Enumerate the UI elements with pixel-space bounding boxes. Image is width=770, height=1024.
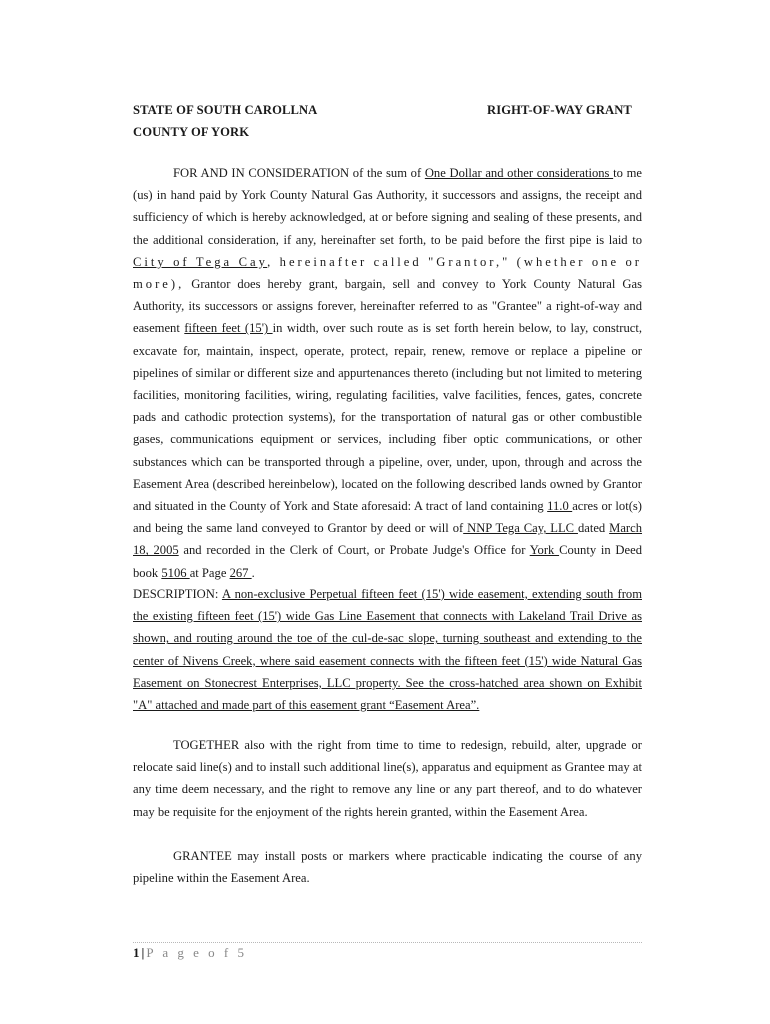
page-footer xyxy=(133,945,247,961)
consideration-text-4: Grantor does hereby grant, bargain, sell and convey to York County Natural Gas Authority, its successors or assigns forever, hereinafter referred to as "Grantee" a right-of-way and easement xyxy=(133,277,642,336)
consideration-text-10: at Page xyxy=(189,565,230,580)
consideration-sum: One Dollar and other considerations xyxy=(424,166,614,180)
document-title: RIGHT-OF-WAY GRANT xyxy=(487,103,632,117)
footer-separator: | xyxy=(141,945,145,960)
deed-book: 5106 xyxy=(161,565,190,580)
consideration-paragraph xyxy=(133,162,642,584)
deed-from: NNP Tega Cay, LLC xyxy=(463,521,578,536)
consideration-text-7: dated xyxy=(577,521,610,536)
state-heading: STATE OF SOUTH CAROLLNA xyxy=(133,103,318,117)
page-number-ref: 267 xyxy=(229,565,252,580)
description-paragraph xyxy=(133,583,642,716)
consideration-text-9: County in Deed book xyxy=(133,543,642,580)
consideration-text-2: to me (us) in hand paid by York County Natural Gas Authority, it successors and assigns, the receipt and sufficiency of which is hereby acknowledged, at or before signing and sealing of these presents, and the additional consideration, if any, hereinafter set forth, to be paid before the first pipe is laid to xyxy=(133,166,642,247)
markers-paragraph xyxy=(133,845,642,889)
together-text: TOGETHER also with the right from time to time to redesign, rebuild, alter, upgrade or relocate said line(s) and to install such additional line(s), apparatus and equipment as Grantee may at any time deem necessary, and the right to remove any line or any part thereof, and to do whatever may be requisite for the enjoyment of the rights herein granted, within the Easement Area. xyxy=(133,738,642,819)
easement-width: fifteen feet (15') xyxy=(184,321,273,336)
together-paragraph xyxy=(133,734,642,823)
description-label: DESCRIPTION: xyxy=(133,587,222,601)
consideration-text-6: acres or lot(s) and being the same land conveyed to Grantor by deed or will of xyxy=(133,499,642,536)
description-text: A non-exclusive Perpetual fifteen feet (15') wide easement, extending south from the existing fifteen feet (15') wide Gas Line Easement that connects with Lakeland Trail Drive as shown, and routing around the toe of the cul-de-sac slope, turning southeast and extending to the center of Nivens Creek, where said easement connects with the fifteen feet (15') wide Natural Gas Easement on Stonecrest Enterprises, LLC property. See the cross-hatched area shown on Exhibit "A" attached and made part of this easement grant “Easement Area”. xyxy=(133,587,642,713)
footer-divider xyxy=(133,942,642,943)
consideration-text-5: in width, over such route as is set forth herein below, to lay, construct, excavate for, maintain, inspect, operate, protect, repair, renew, remove or replace a pipeline or pipelines of similar or different size and appurtenances thereto (including but not limited to metering facilities, monitoring facilities, wiring, regulating facilities, valve facilities, fences, gates, concrete pads and cathodic protection systems), for the transportation of natural gas or other combustible gases, communications equipment or services, including fiber optic communications, or other substances which can be transported through a pipeline, over, under, upon, through and across the Easement Area (described hereinbelow), located on the following described lands owned by Grantor and situated in the County of York and State aforesaid: A tract of land containing xyxy=(133,321,643,514)
county-name: York xyxy=(529,543,560,558)
markers-text: GRANTEE may install posts or markers where practicable indicating the course of any pipeline within the Easement Area. xyxy=(133,849,642,886)
deed-date: March 18, 2005 xyxy=(133,521,643,558)
consideration-text-3: , hereinafter called "Grantor," (whether one or more), xyxy=(133,254,642,292)
acreage: 11.0 xyxy=(547,499,573,514)
consideration-text-8: and recorded in the Clerk of Court, or Probate Judge's Office for xyxy=(178,543,530,558)
footer-page-of: P a g e o f 5 xyxy=(146,945,247,960)
grantor-name: City of Tega Cay xyxy=(133,254,268,269)
consideration-text-11: . xyxy=(251,565,255,580)
footer-page-number: 1 xyxy=(133,945,140,960)
county-heading: COUNTY OF YORK xyxy=(133,125,250,139)
consideration-text-1: FOR AND IN CONSIDERATION of the sum of xyxy=(173,166,425,180)
